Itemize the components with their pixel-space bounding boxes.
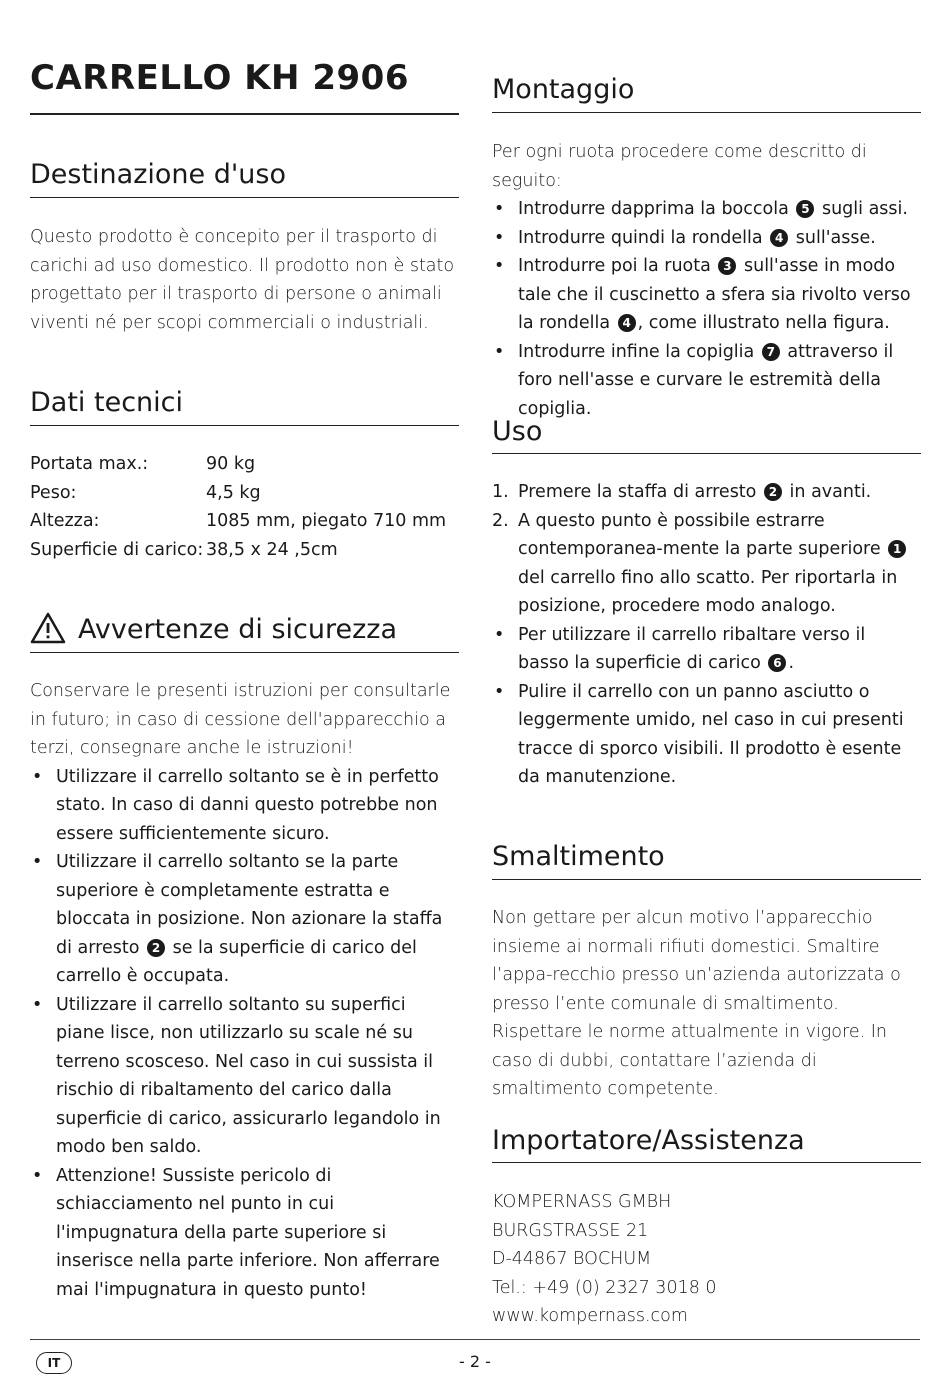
list-item — [30, 1162, 459, 1305]
heading-avvertenze: Avvertenze di sicurezza — [78, 614, 397, 645]
list-item-text: sull'asse in modo tale che il cuscinetto a sfera sia rivolto verso la rondella — [518, 256, 911, 333]
spec-row — [30, 507, 446, 536]
number-7-badge: 7 — [762, 343, 780, 361]
list-item-text: Utilizzare il carrello soltanto se è in perfetto stato. In caso di danni questo potrebbe non essere sufficientemente sicuro. — [56, 766, 439, 844]
list-item — [492, 478, 921, 507]
phone-line: Tel.: +49 (0) 2327 3018 0 — [492, 1277, 717, 1298]
rule-smaltimento — [492, 879, 921, 880]
rule-importatore — [492, 1162, 921, 1163]
spec-value: 90 kg — [206, 454, 256, 474]
list-item-text: attraverso il foro nell'asse e curvare le estremità della copiglia. — [518, 341, 894, 419]
heading-uso: Uso — [492, 416, 543, 447]
number-1-badge: 1 — [888, 540, 906, 558]
number-2-badge: 2 — [764, 483, 782, 501]
list-item-text: Introdurre infine la copiglia — [518, 341, 755, 362]
list-item-text: Introdurre quindi la rondella — [518, 227, 763, 248]
website-line: www.kompernass.com — [492, 1306, 688, 1326]
list-item — [492, 621, 921, 678]
heading-dati: Dati tecnici — [30, 387, 184, 418]
list-item — [30, 848, 459, 991]
spec-row — [30, 450, 446, 479]
list-item-text: Attenzione! Sussiste pericolo di schiacciamento nel punto in cui l'impugnatura della parte superiore si inserisce nella parte inferiore. Non afferrare mai l'impugnatura in questo punto! — [56, 1165, 440, 1300]
list-item-text: Introdurre poi la ruota — [518, 256, 711, 276]
spec-label: Altezza: — [30, 511, 100, 531]
montaggio-intro: Per ogni ruota procedere come descritto di seguito: — [492, 142, 867, 191]
list-item-text: del carrello fino allo scatto. Per riportarla in posizione, procedere modo analogo. — [518, 567, 898, 616]
list-item-text: se la superficie di carico del carrello è occupata. — [56, 937, 417, 986]
number-4-badge: 4 — [770, 229, 788, 247]
list-item — [492, 195, 921, 224]
spec-value: 1085 mm, piegato 710 mm — [206, 511, 447, 531]
spec-row — [30, 479, 446, 508]
spec-label: Portata max.: — [30, 454, 149, 474]
avvertenze-list — [30, 763, 459, 1305]
list-item-text: Utilizzare il carrello soltanto su superfici piane lisce, non utilizzarlo su scale né su terreno scosceso. Nel caso in cui sussista il rischio di ribaltamento del carico dalla superficie di carico, assicurarlo legandolo in modo ben saldo. — [56, 994, 441, 1157]
document-title: CARRELLO KH 2906 — [30, 58, 409, 98]
number-6-badge: 6 — [768, 654, 786, 672]
list-item-text: sugli assi. — [821, 199, 908, 219]
list-item — [492, 338, 921, 424]
list-item-text: . — [788, 653, 795, 673]
list-item-text: in avanti. — [789, 482, 872, 502]
destinazione-text: Questo prodotto è concepito per il trasporto di carichi ad uso domestico. Il prodotto non è stato progettato per il trasporto di persone o animali viventi né per scopi commerciali o industriali. — [30, 227, 455, 333]
avvertenze-intro: Conservare le presenti istruzioni per consultarle in futuro; in caso di cessione dell'apparecchio a terzi, consegnare anche le istruzioni! — [30, 681, 451, 758]
address-line: KOMPERNASS GMBH — [492, 1192, 672, 1212]
list-item-text: Pulire il carrello con un panno asciutto o leggermente umido, nel caso in cui presenti tracce di sporco visibili. Il prodotto è esente da manutenzione. — [518, 681, 904, 787]
rule-uso — [492, 453, 921, 454]
heading-importatore: Importatore/Assistenza — [492, 1125, 805, 1156]
spec-value: 4,5 kg — [206, 482, 261, 503]
list-item-text: , come illustrato nella figura. — [637, 313, 890, 333]
number-5-badge: 5 — [796, 200, 814, 218]
page-number: - 2 - — [459, 1352, 491, 1371]
title-rule — [30, 113, 459, 115]
spec-label: Superficie di carico: — [30, 539, 204, 560]
montaggio-body — [492, 138, 921, 423]
avvertenze-header — [30, 612, 459, 648]
footer-rule — [30, 1339, 920, 1340]
list-item — [492, 507, 921, 621]
spec-row — [30, 536, 446, 565]
uso-steps — [492, 478, 921, 621]
number-2-badge: 2 — [147, 939, 165, 957]
avvertenze-body — [30, 677, 459, 1304]
list-item-text: A questo punto è possibile estrarre contemporanea-mente la parte superiore — [518, 510, 881, 559]
smaltimento-text: Non gettare per alcun motivo l’apparecchio insieme ai normali rifiuti domestici. Smaltire l’appa-recchio presso un’azienda autorizzata o presso l’ente comunale di smaltimento. Rispettare le norme attualmente in vigore. In caso di dubbi, contattare l’azienda di smaltimento competente. — [492, 908, 901, 1099]
list-item-text: Premere la staffa di arresto — [518, 482, 757, 502]
heading-smaltimento: Smaltimento — [492, 841, 665, 872]
number-3-badge: 3 — [718, 257, 736, 275]
list-item — [30, 763, 459, 849]
rule-destinazione — [30, 197, 459, 198]
list-item-text: Per utilizzare il carrello ribaltare verso il basso la superficie di carico — [518, 624, 866, 673]
heading-montaggio: Montaggio — [492, 74, 635, 105]
heading-destinazione: Destinazione d'uso — [30, 159, 286, 190]
list-item — [492, 252, 921, 338]
step-number: 2. — [492, 510, 509, 531]
address-line: D-44867 BOCHUM — [492, 1249, 652, 1269]
warning-triangle-icon — [30, 612, 66, 648]
spec-table — [30, 450, 446, 564]
spec-label: Peso: — [30, 482, 77, 503]
list-item-text: sull'asse. — [795, 227, 876, 248]
language-badge: IT — [36, 1352, 72, 1374]
rule-avvertenze — [30, 652, 459, 653]
address-line: BURGSTRASSE 21 — [492, 1220, 649, 1241]
number-4-badge: 4 — [618, 314, 636, 332]
montaggio-list — [492, 195, 921, 423]
rule-montaggio — [492, 112, 921, 113]
importatore-address — [492, 1188, 921, 1331]
list-item — [30, 991, 459, 1162]
uso-list — [492, 621, 921, 792]
list-item — [492, 224, 921, 253]
rule-dati — [30, 425, 459, 426]
list-item — [492, 678, 921, 792]
list-item-text: Utilizzare il carrello soltanto se la parte superiore è completamente estratta e bloccata in posizione. Non azionare la staffa di arresto — [56, 852, 443, 958]
step-number: 1. — [492, 482, 509, 502]
spec-value: 38,5 x 24 ,5cm — [206, 539, 338, 560]
uso-body — [492, 478, 921, 792]
list-item-text: Introdurre dapprima la boccola — [518, 199, 789, 219]
